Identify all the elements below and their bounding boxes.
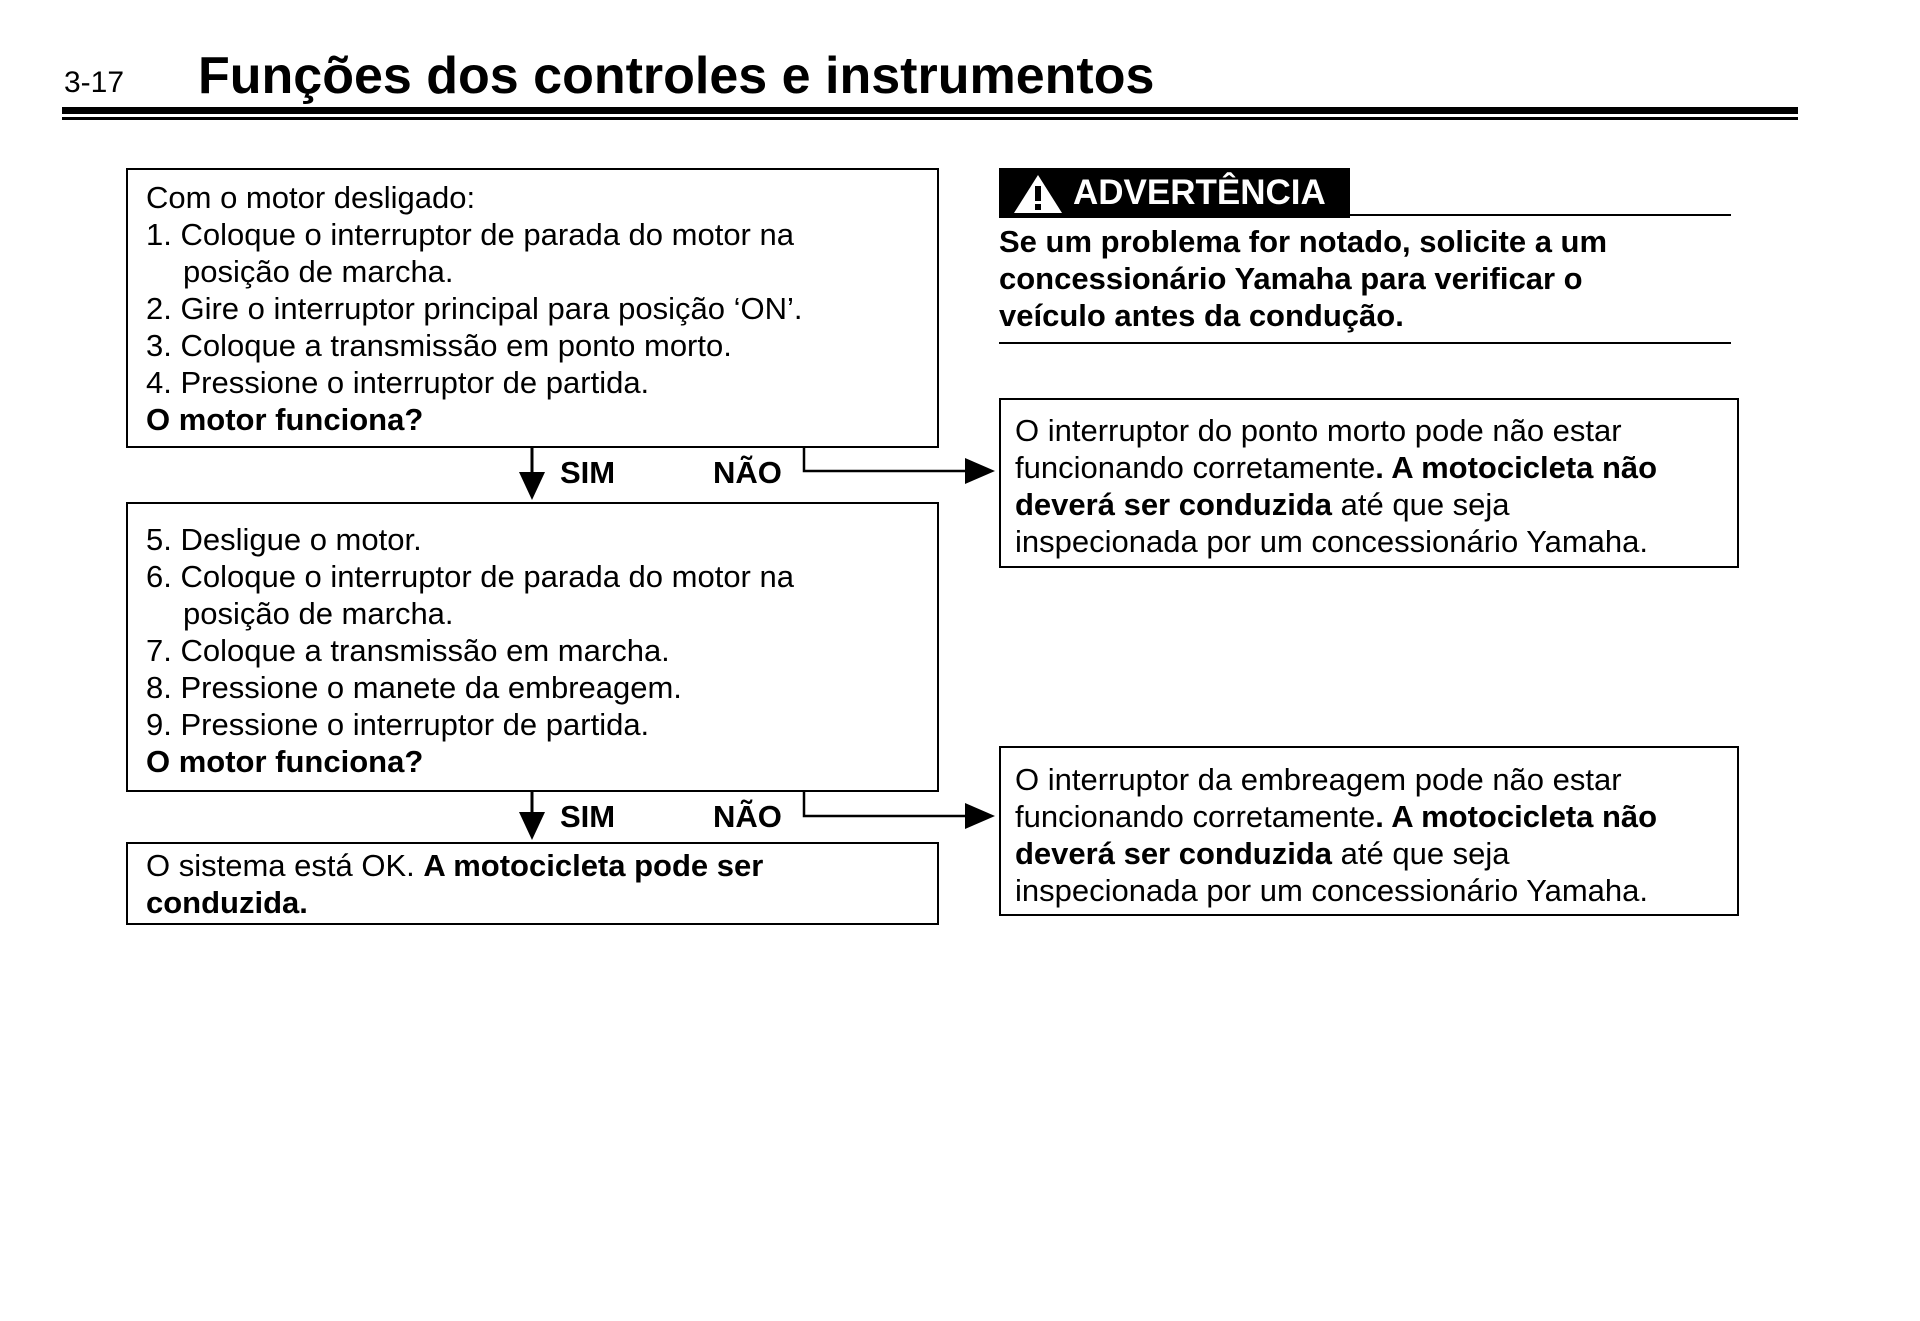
result1-line-4: inspecionada por um concessionário Yamaha. bbox=[1015, 524, 1649, 559]
result2-line-3-bold: deverá ser conduzida bbox=[1015, 836, 1333, 871]
result2-line-2-bold: . A motocicleta não bbox=[1375, 799, 1658, 834]
branch1-no-label: NÃO bbox=[713, 455, 782, 490]
warning-line-2: concessionário Yamaha para verificar o bbox=[999, 261, 1583, 296]
result1-line-2-bold: . A motocicleta não bbox=[1375, 450, 1658, 485]
result1-line-3-bold: deverá ser conduzida bbox=[1015, 487, 1333, 522]
branch2-no-arrow bbox=[804, 792, 995, 829]
box2-step-8: 8. Pressione o manete da embreagem. bbox=[146, 670, 682, 705]
result2-line-4: inspecionada por um concessionário Yamaha. bbox=[1015, 873, 1649, 908]
result1-line-2-normal: funcionando corretamente bbox=[1015, 450, 1376, 485]
box2-step-7: 7. Coloque a transmissão em marcha. bbox=[146, 633, 670, 668]
box1-step-4: 4. Pressione o interruptor de partida. bbox=[146, 365, 650, 400]
warning-line-3: veículo antes da condução. bbox=[999, 298, 1404, 333]
box1-step-1: 1. Coloque o interruptor de parada do motor na bbox=[146, 217, 794, 252]
box2-step-9: 9. Pressione o interruptor de partida. bbox=[146, 707, 650, 742]
branch2-yes-label: SIM bbox=[560, 799, 616, 834]
branch2-yes-arrow bbox=[519, 792, 545, 840]
result2-line-3-normal: até que seja bbox=[1332, 836, 1510, 871]
result2-line-1: O interruptor da embreagem pode não estar bbox=[1015, 762, 1622, 797]
box2-step-6: 6. Coloque o interruptor de parada do motor na bbox=[146, 559, 794, 594]
result1-line-3-normal: até que seja bbox=[1332, 487, 1510, 522]
branch1-yes-arrow bbox=[519, 448, 545, 500]
box3-line-2: conduzida. bbox=[146, 885, 308, 920]
branch2-no-label: NÃO bbox=[713, 799, 782, 834]
page-title: Funções dos controles e instrumentos bbox=[198, 47, 1155, 105]
box2-step-5: 5. Desligue o motor. bbox=[146, 522, 422, 557]
box1-question: O motor funciona? bbox=[146, 402, 424, 437]
box2-step-6-cont: posição de marcha. bbox=[183, 596, 454, 631]
box2-question: O motor funciona? bbox=[146, 744, 424, 779]
box3-normal-text: O sistema está OK. bbox=[146, 848, 424, 883]
result1-line-1: O interruptor do ponto morto pode não estar bbox=[1015, 413, 1622, 448]
branch1-no-arrow bbox=[804, 448, 995, 484]
box1-step-2: 2. Gire o interruptor principal para posição ‘ON’. bbox=[146, 291, 803, 326]
page-number: 3-17 bbox=[64, 66, 125, 99]
warning-heading-text: ADVERTÊNCIA bbox=[1073, 173, 1326, 212]
result2-line-2-normal: funcionando corretamente bbox=[1015, 799, 1376, 834]
box1-intro: Com o motor desligado: bbox=[146, 180, 476, 215]
box3-bold-text: A motocicleta pode ser bbox=[423, 848, 764, 883]
branch1-yes-label: SIM bbox=[560, 455, 616, 490]
warning-line-1: Se um problema for notado, solicite a um bbox=[999, 224, 1608, 259]
box1-step-3: 3. Coloque a transmissão em ponto morto. bbox=[146, 328, 732, 363]
box1-step-1-cont: posição de marcha. bbox=[183, 254, 454, 289]
